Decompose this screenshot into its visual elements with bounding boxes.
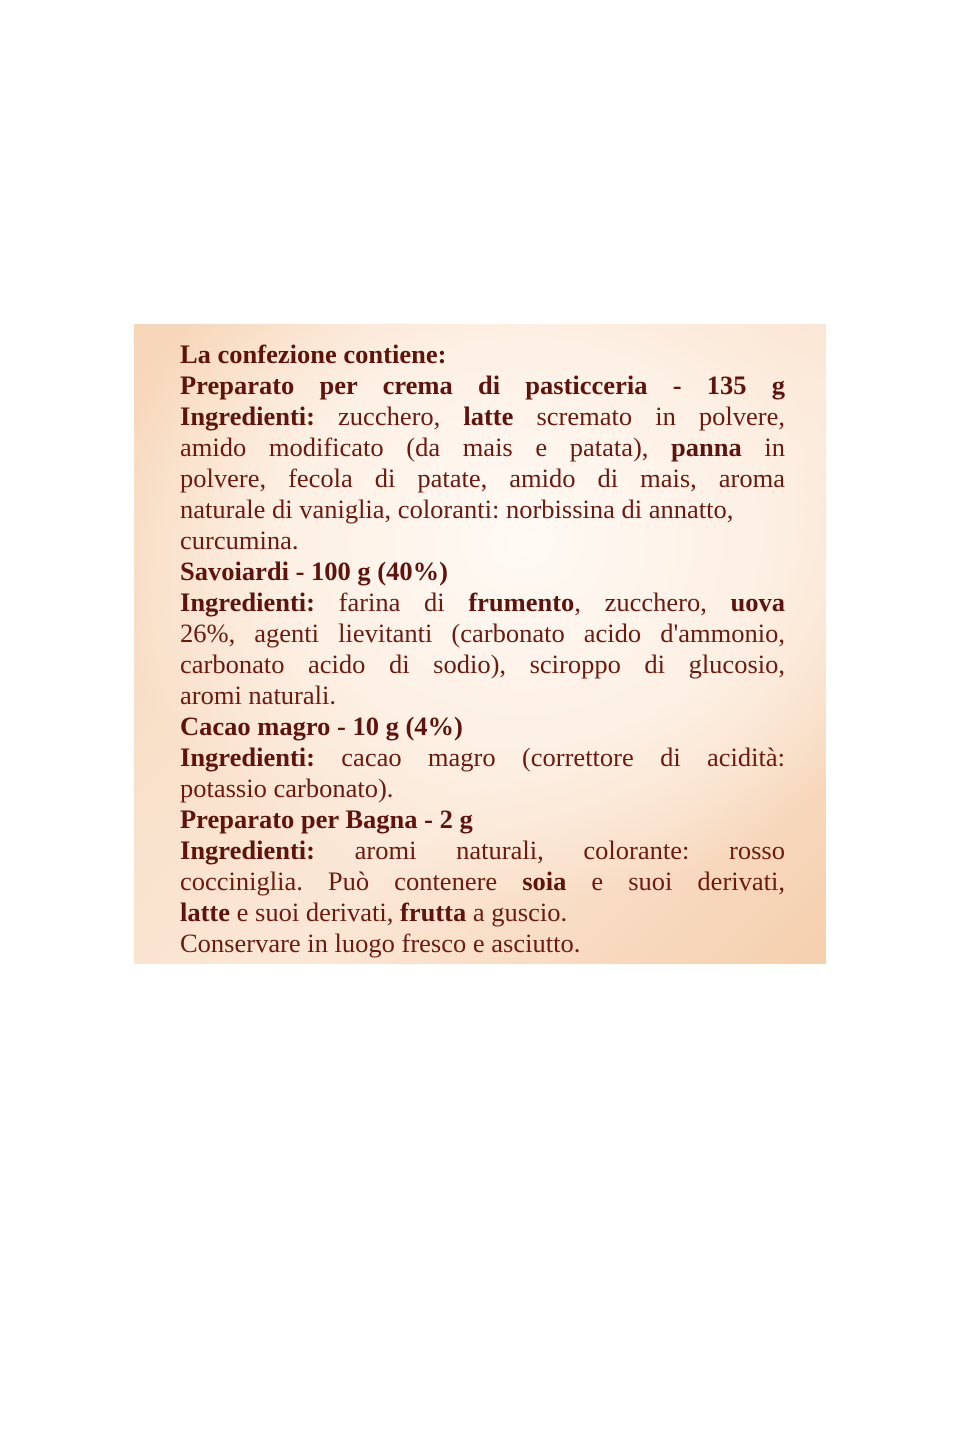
ingredient-line: polvere, fecola di patate, amido di mais, aroma (180, 463, 785, 493)
ingredients-label: Ingredienti: (180, 587, 315, 617)
ingredient-line: Ingredienti: zucchero, latte scremato in polvere, (180, 401, 785, 431)
section-title: Preparato per Bagna - 2 g (180, 804, 473, 834)
label-panel (134, 324, 826, 964)
ingredient-line: curcumina. (180, 525, 299, 555)
ingredient-line: 26%, agenti lievitanti (carbonato acido d'ammonio, (180, 618, 785, 648)
ingredient-line: cocciniglia. Può contenere soia e suoi derivati, (180, 866, 785, 896)
ingredient-line: potassio carbonato). (180, 773, 394, 803)
section-title: Cacao magro - 10 g (4%) (180, 711, 463, 741)
ingredients-label: Ingredienti: (180, 835, 315, 865)
ingredient-line: Ingredienti: farina di frumento, zucchero, uova (180, 587, 785, 617)
section-title: Savoiardi - 100 g (40%) (180, 556, 448, 586)
ingredient-line: amido modificato (da mais e patata), panna in (180, 432, 785, 462)
ingredient-line: Ingredienti: cacao magro (correttore di acidità: (180, 742, 785, 772)
ingredients-text (180, 339, 785, 959)
package-contents-heading: La confezione contiene: (180, 339, 447, 369)
ingredient-line: aromi naturali. (180, 680, 336, 710)
ingredients-label: Ingredienti: (180, 401, 315, 431)
ingredient-line: carbonato acido di sodio), sciroppo di glucosio, (180, 649, 785, 679)
ingredients-label: Ingredienti: (180, 742, 315, 772)
section-title: Preparato per crema di pasticceria - 135 g (180, 370, 785, 400)
storage-instructions: Conservare in luogo fresco e asciutto. (180, 928, 581, 958)
ingredient-line: naturale di vaniglia, coloranti: norbissina di annatto, (180, 494, 734, 524)
ingredient-line: latte e suoi derivati, frutta a guscio. (180, 897, 568, 927)
ingredient-line: Ingredienti: aromi naturali, colorante: rosso (180, 835, 785, 865)
